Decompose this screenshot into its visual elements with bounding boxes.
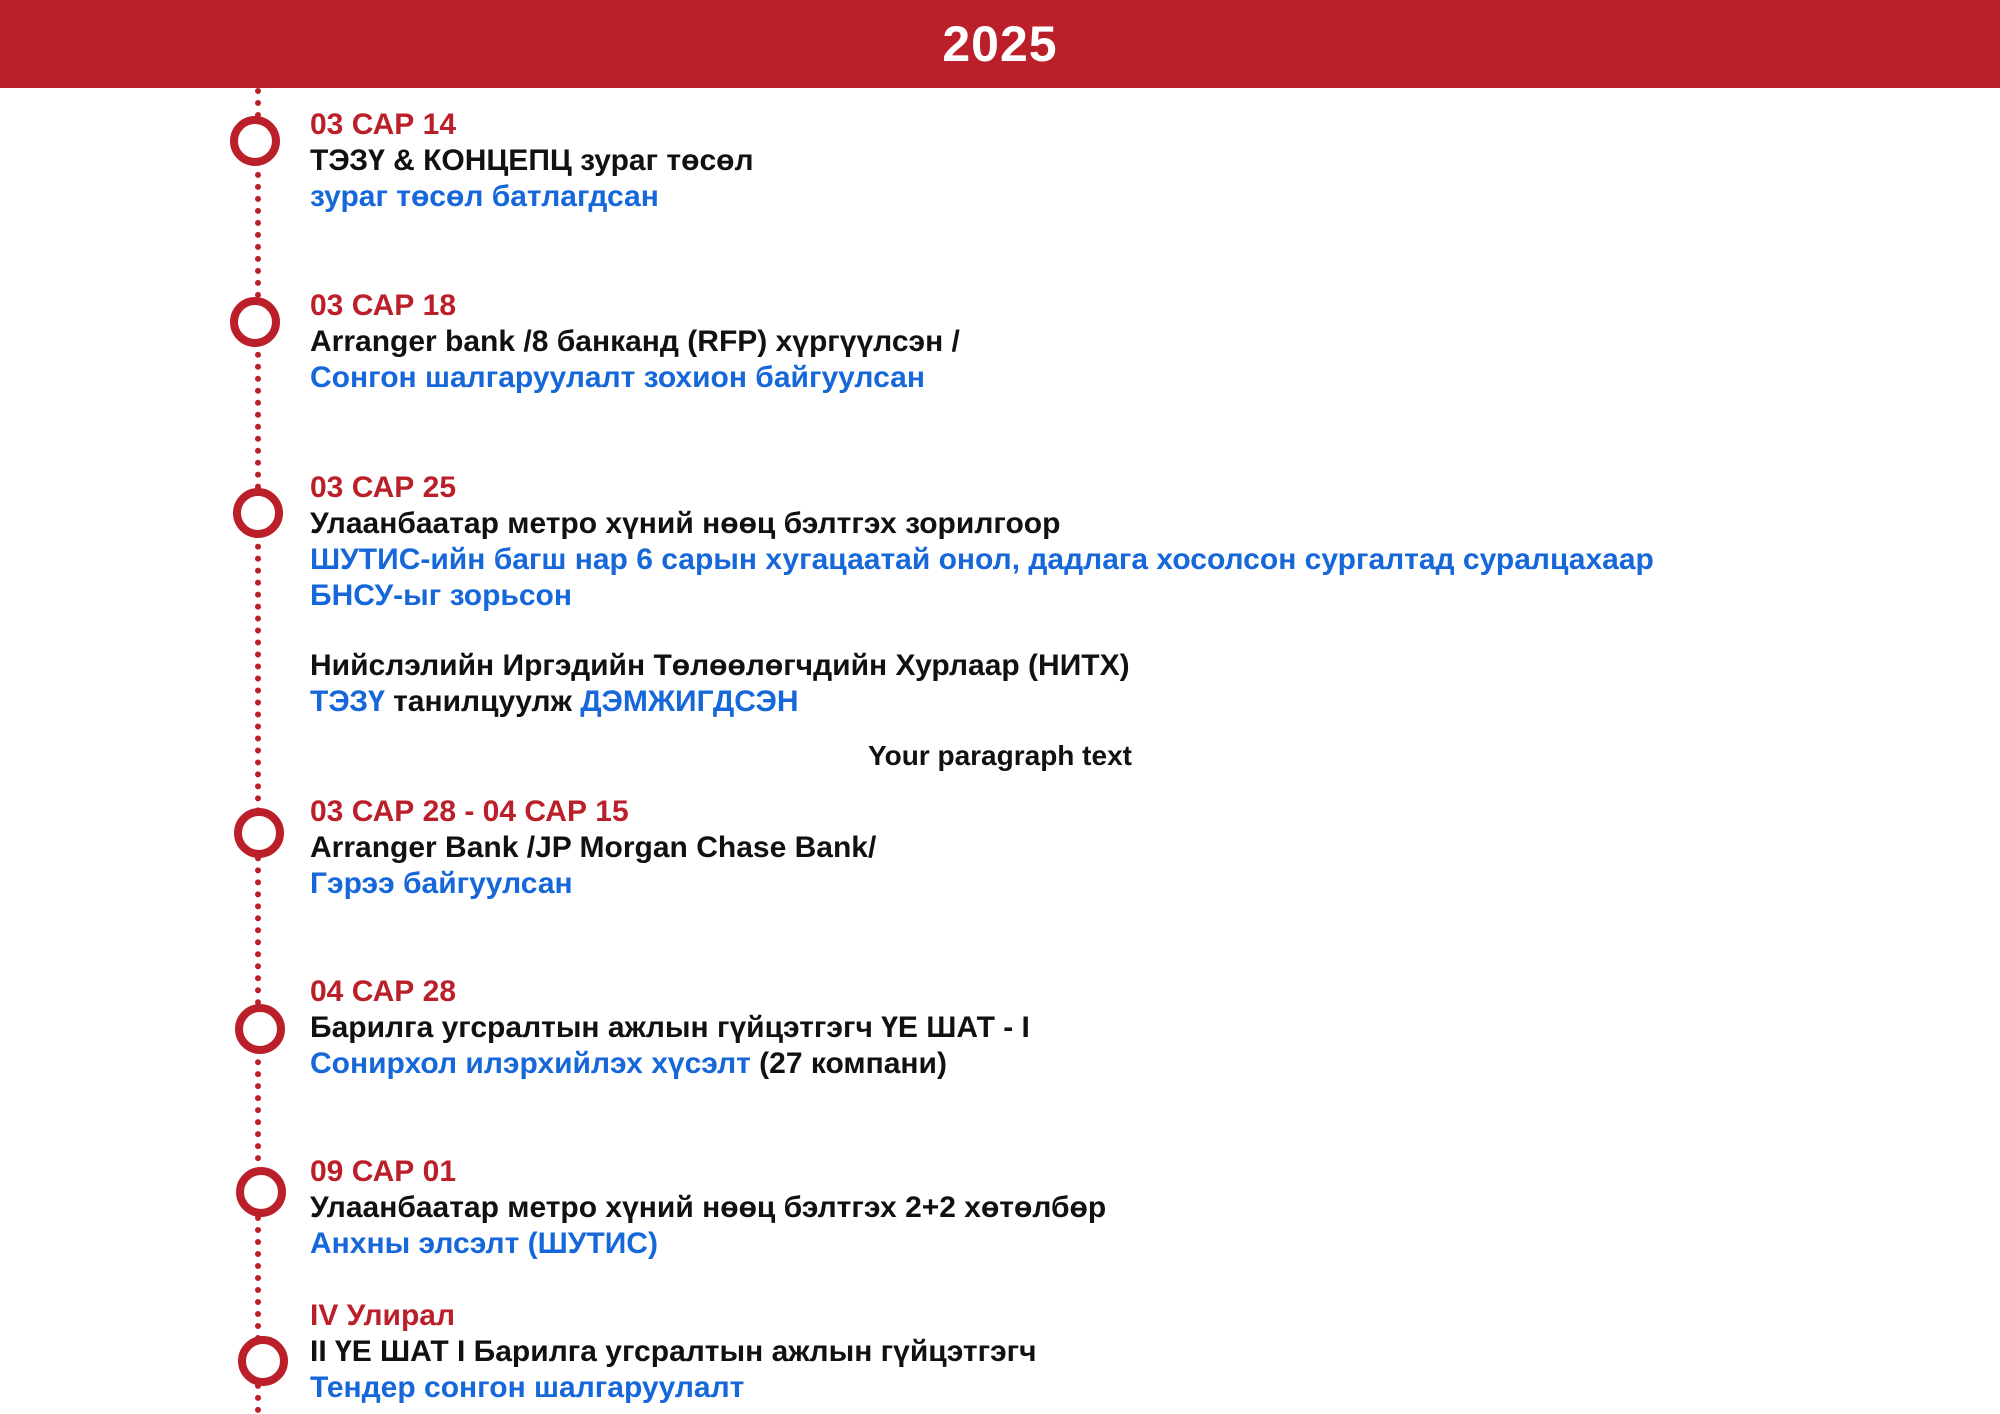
event-status: Сонгон шалгаруулалт зохион байгуулсан xyxy=(310,361,925,394)
timeline-node-3 xyxy=(233,488,283,538)
timeline-node-4 xyxy=(234,808,284,858)
timeline-event-2 xyxy=(310,288,960,396)
event-status: Анхны элсэлт (ШУТИС) xyxy=(310,1227,658,1260)
event-date: 09 САР 01 xyxy=(310,1155,457,1188)
year-header-bar xyxy=(0,0,2000,88)
event-status-part: (27 компани) xyxy=(750,1047,947,1080)
event-title: Улаанбаатар метро хүний нөөц бэлтгэх зорилгоор xyxy=(310,507,1061,540)
paragraph-placeholder: Your paragraph text xyxy=(868,740,1132,771)
event-status: Тендер сонгон шалгаруулалт xyxy=(310,1371,745,1404)
timeline-event-4 xyxy=(310,794,876,902)
timeline-event-6 xyxy=(310,1154,1106,1262)
event-spacer xyxy=(310,614,1654,648)
event-date: 03 САР 25 xyxy=(310,471,457,504)
event-date: IV Улирал xyxy=(310,1299,456,1332)
event-title-part: /8 банканд (RFP) хүргүүлсэн / xyxy=(515,325,960,358)
timeline-event-5 xyxy=(310,974,1030,1082)
event-status-part: ТЭЗҮ xyxy=(310,685,385,718)
timeline-event-1 xyxy=(310,107,754,215)
timeline-node-2 xyxy=(230,297,280,347)
event-date: 04 САР 28 xyxy=(310,975,457,1008)
event-status: зураг төсөл батлагдсан xyxy=(310,180,659,213)
event-date: 03 САР 28 - 04 САР 15 xyxy=(310,795,629,828)
timeline-node-6 xyxy=(236,1167,286,1217)
event-title: II ҮЕ ШАТ I Барилга угсралтын ажлын гүйцэтгэгч xyxy=(310,1335,1037,1368)
event-title: Arranger Bank /JP Morgan Chase Bank/ xyxy=(310,831,877,864)
event-title: Улаанбаатар метро хүний нөөц бэлтгэх 2+2 хөтөлбөр xyxy=(310,1191,1107,1224)
event-detail: БНСУ-ыг зорьсон xyxy=(310,579,572,612)
event-title: ТЭЗҮ & КОНЦЕПЦ зураг төсөл xyxy=(310,144,754,177)
timeline-node-7 xyxy=(238,1336,288,1386)
event-title xyxy=(310,324,960,360)
event-date: 03 САР 14 xyxy=(310,108,457,141)
event-status xyxy=(310,684,1654,720)
event-title: Барилга угсралтын ажлын гүйцэтгэгч ҮЕ ШАТ - I xyxy=(310,1011,1030,1044)
event-status-part: ДЭМЖИГДСЭН xyxy=(580,685,799,718)
timeline-node-5 xyxy=(235,1004,285,1054)
event-subtitle: Нийслэлийн Иргэдийн Төлөөлөгчдийн Хурлаар (НИТХ) xyxy=(310,649,1130,682)
event-status-part: Сонирхол илэрхийлэх хүсэлт xyxy=(310,1047,751,1080)
event-title-part: Arranger bank xyxy=(310,325,516,358)
timeline-event-7 xyxy=(310,1298,1037,1406)
event-date: 03 САР 18 xyxy=(310,289,457,322)
event-status-part: танилцуулж xyxy=(384,685,581,718)
event-status xyxy=(310,1046,1030,1082)
event-status: Гэрээ байгуулсан xyxy=(310,867,573,900)
event-detail: ШУТИС-ийн багш нар 6 сарын хугацаатай онол, дадлага хосолсон сургалтад суралцахаар xyxy=(310,543,1654,576)
timeline-node-1 xyxy=(230,116,280,166)
timeline-event-3 xyxy=(310,470,1654,720)
year-title: 2025 xyxy=(942,16,1058,72)
